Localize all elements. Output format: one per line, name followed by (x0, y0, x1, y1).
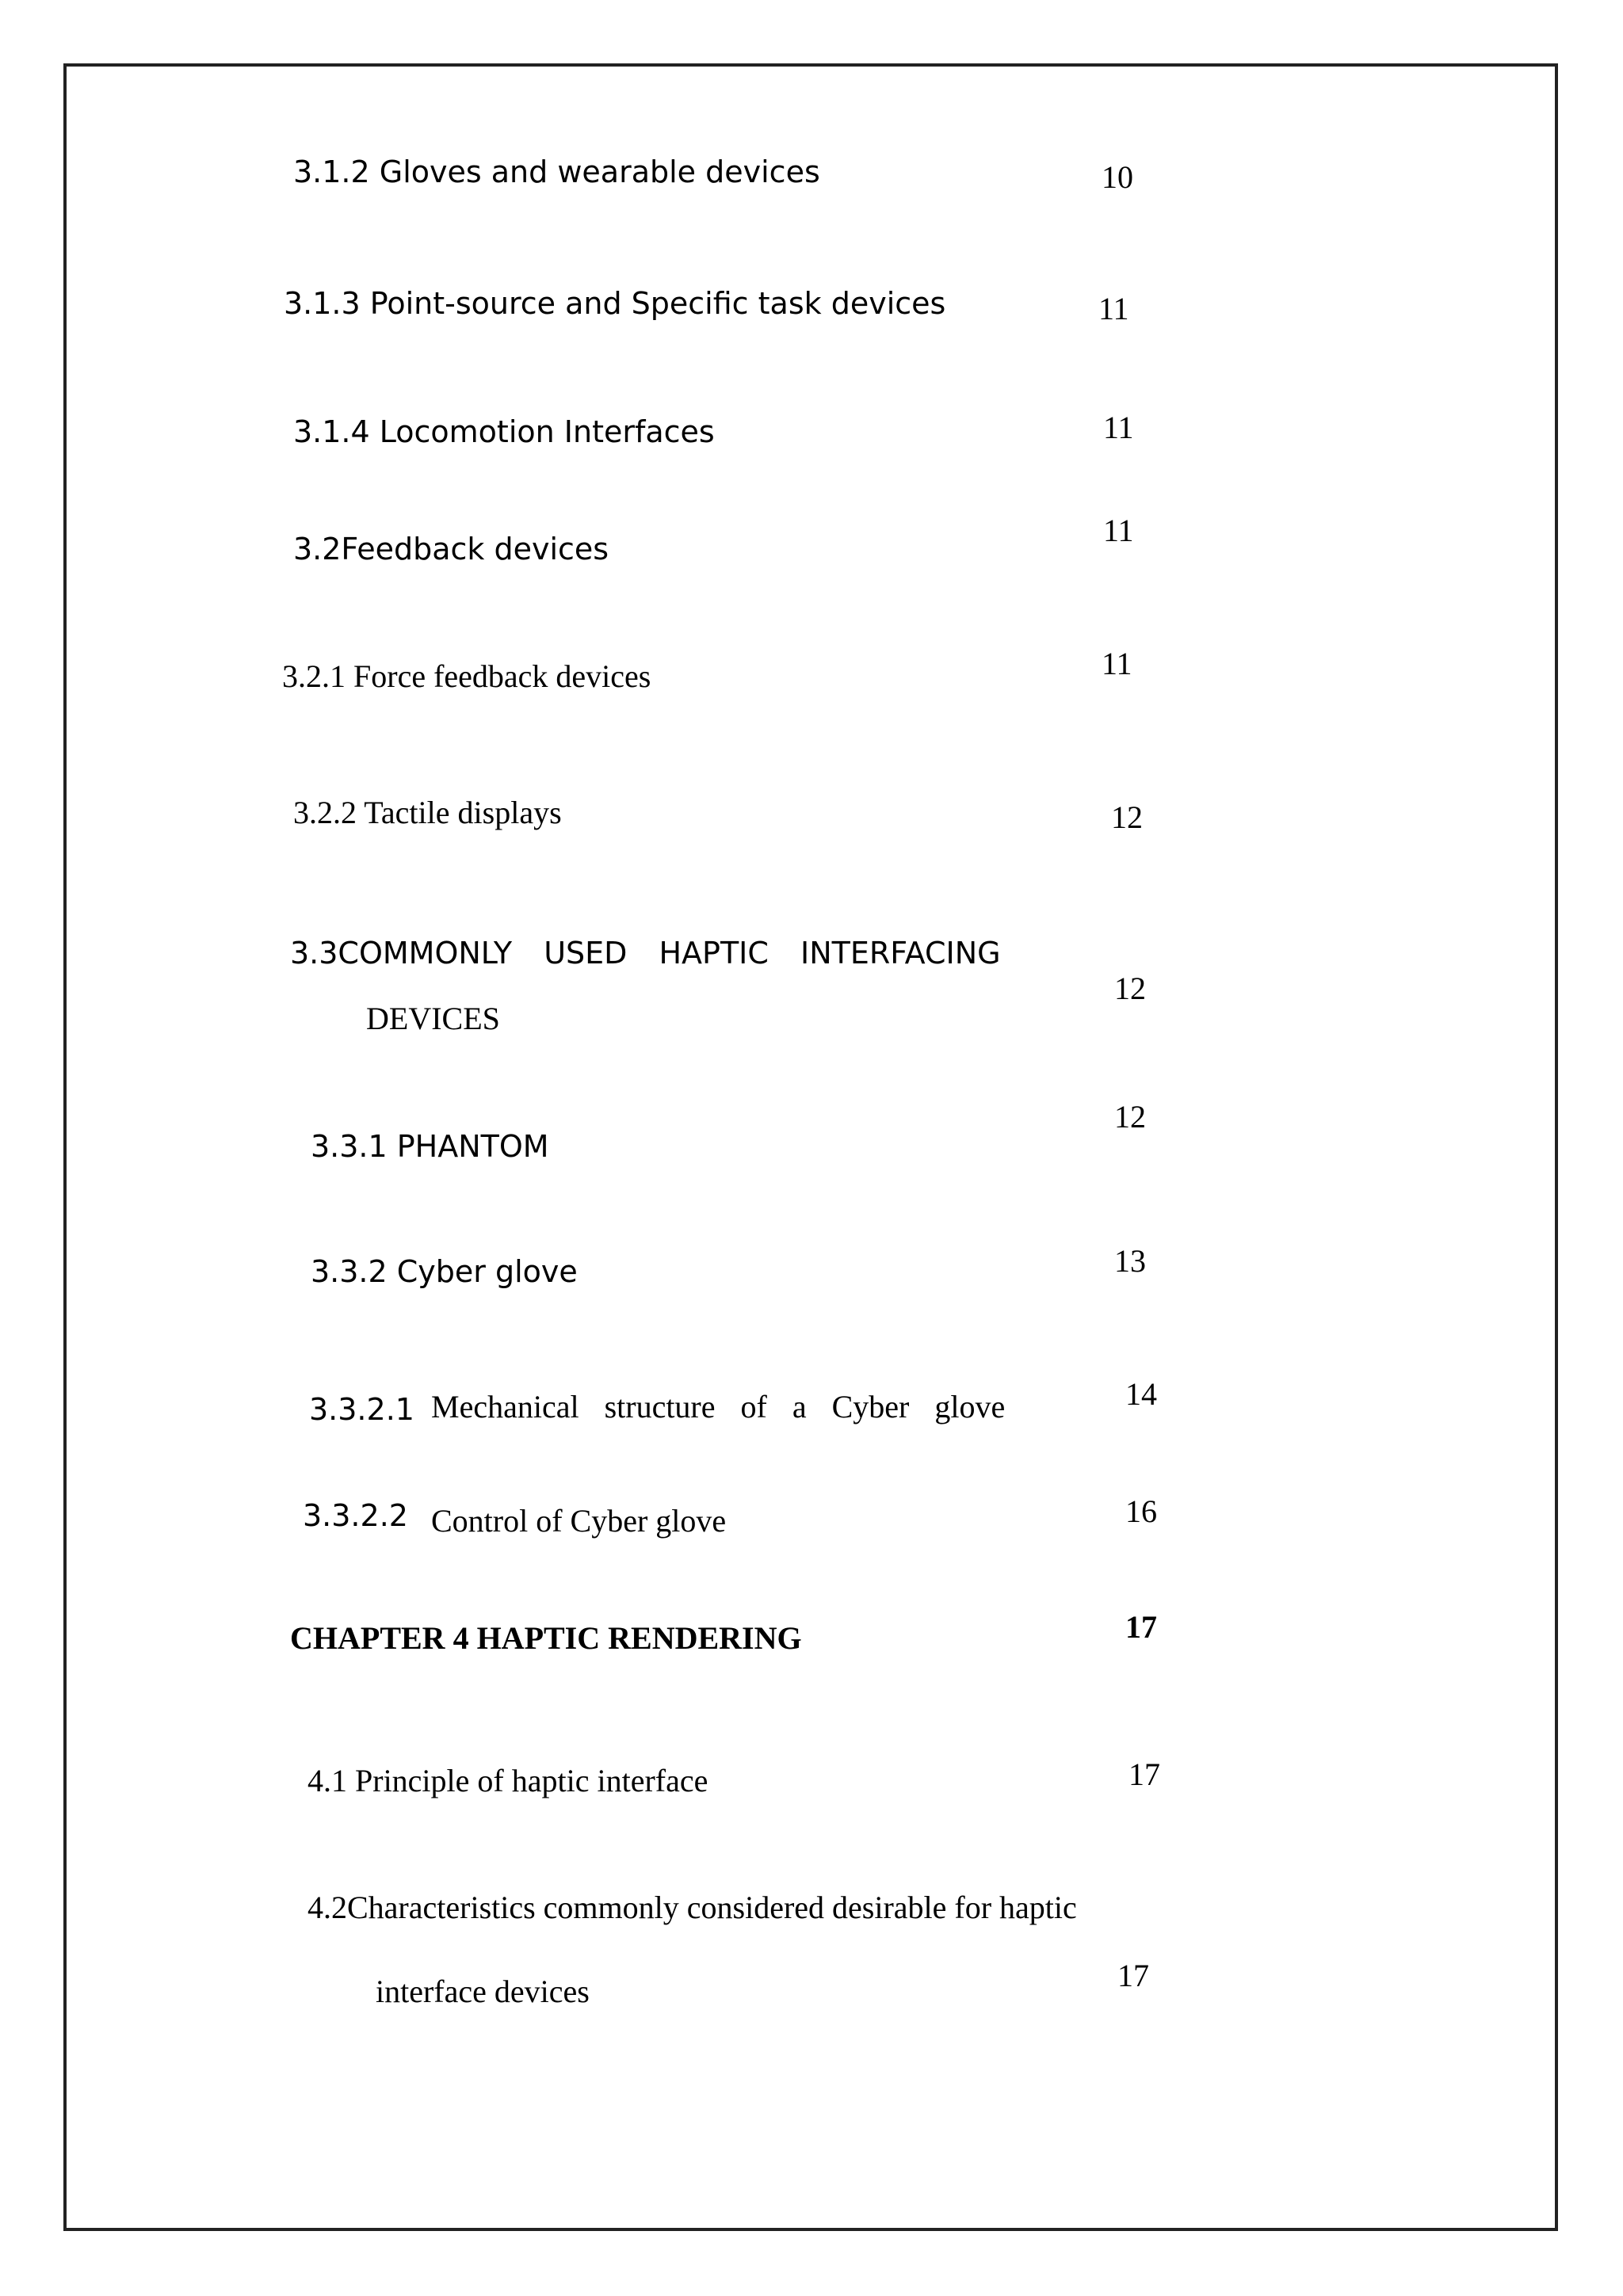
toc-entry-title-continued: DEVICES (366, 1001, 500, 1036)
toc-entry-page: 16 (1125, 1493, 1157, 1529)
toc-entry-page: 12 (1114, 971, 1146, 1006)
toc-entry-number: 3.3.2.2 (303, 1498, 408, 1533)
toc-entry-page: 13 (1114, 1243, 1146, 1279)
toc-entry-title: 3.1.2 Gloves and wearable devices (293, 154, 820, 189)
toc-entry-title: 3.3COMMONLY USED HAPTIC INTERFACING (290, 936, 1001, 971)
toc-entry-title: 3.2.1 Force feedback devices (282, 658, 651, 694)
toc-entry-title: 4.1 Principle of haptic interface (307, 1763, 708, 1798)
toc-entry-title: Control of Cyber glove (431, 1503, 727, 1539)
toc-entry-title: 3.3.1 PHANTOM (311, 1129, 549, 1164)
toc-entry-title: 3.3.2 Cyber glove (311, 1254, 578, 1289)
toc-entry-title: Mechanical structure of a Cyber glove (431, 1389, 1006, 1425)
toc-chapter-page: 17 (1125, 1609, 1157, 1645)
toc-entry-page: 17 (1128, 1756, 1160, 1792)
toc-entry-title-continued: interface devices (376, 1974, 590, 2009)
toc-chapter-title: CHAPTER 4 HAPTIC RENDERING (290, 1620, 802, 1656)
toc-entry-page: 11 (1103, 410, 1134, 445)
toc-entry-page: 14 (1125, 1376, 1157, 1412)
toc-entry-title: 3.1.3 Point-source and Specific task devices (284, 286, 946, 321)
toc-entry-page: 11 (1103, 513, 1134, 548)
toc-entry-page: 11 (1102, 646, 1132, 681)
toc-entry-page: 11 (1098, 291, 1129, 326)
toc-entry-title: 3.2.2 Tactile displays (293, 795, 562, 830)
toc-entry-number: 3.3.2.1 (309, 1392, 414, 1427)
toc-entry-title: 3.2Feedback devices (293, 532, 609, 566)
toc-entry-title: 4.2Characteristics commonly considered desirable for haptic (307, 1890, 1077, 1925)
toc-entry-page: 12 (1111, 799, 1143, 835)
toc-entry-page: 10 (1102, 159, 1133, 195)
toc-entry-page: 17 (1117, 1958, 1149, 1993)
toc-entry-page: 12 (1114, 1099, 1146, 1135)
toc-entry-title: 3.1.4 Locomotion Interfaces (293, 414, 715, 449)
